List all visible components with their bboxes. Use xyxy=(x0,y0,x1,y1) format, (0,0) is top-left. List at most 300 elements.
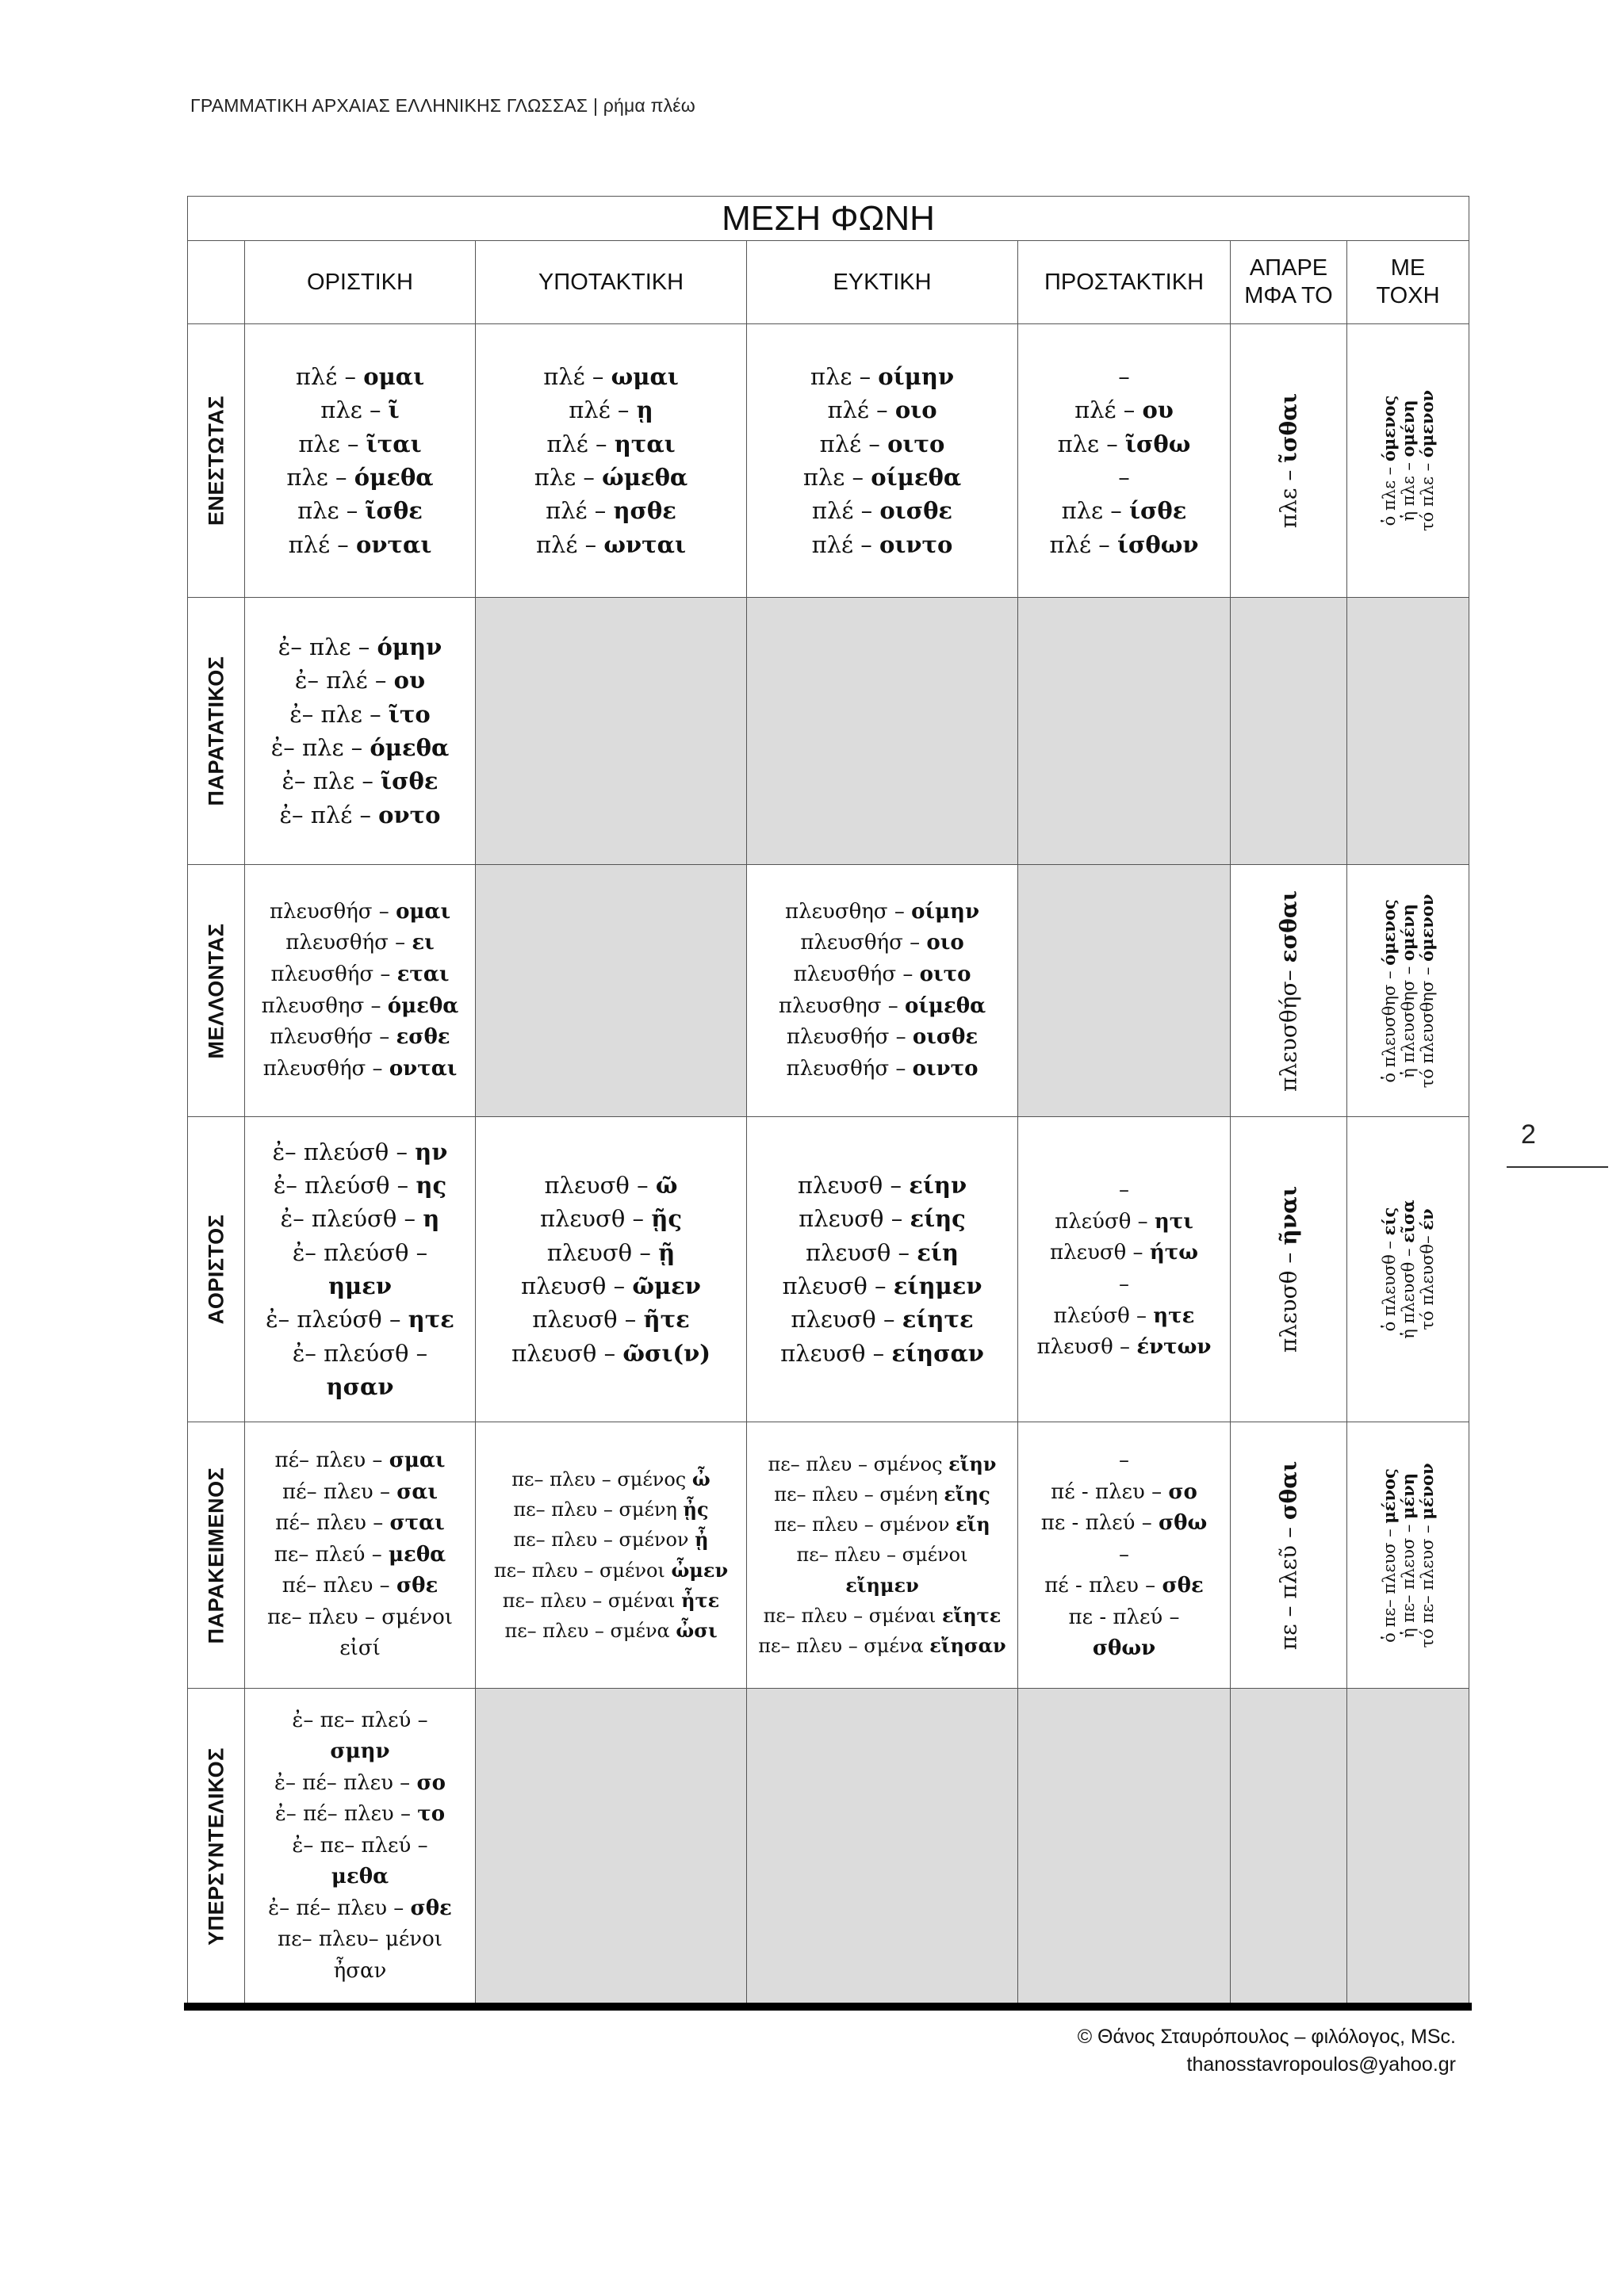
verb-form xyxy=(476,1269,746,1303)
form-ending: σθε xyxy=(1162,1574,1204,1598)
form-stem: πλευσθ – xyxy=(539,1205,652,1233)
form-stem: πλευσθ – xyxy=(780,1339,892,1367)
form-stem: πε– πλευ – σμένη xyxy=(774,1483,944,1506)
mood-header-euktiki: ΕΥΚΤΙΚΗ xyxy=(747,241,1018,324)
form-ending: εἴη xyxy=(956,1513,990,1536)
verb-form xyxy=(747,1479,1017,1510)
author-email: thanosstavropoulos@yahoo.gr xyxy=(1186,2053,1456,2076)
tense-label: ΠΑΡΑΚΕΙΜΕΝΟΣ xyxy=(204,1467,228,1644)
empty-cell xyxy=(476,865,747,1117)
form-stem: πε – πλεῦ – xyxy=(1275,1519,1302,1650)
form-ending: σται xyxy=(389,1511,445,1536)
form-stem: πε– πλευ – σμέναι xyxy=(763,1604,942,1627)
form-stem: πλέ – xyxy=(811,530,880,558)
verb-form xyxy=(476,1303,746,1336)
tense-cell-paratatikos xyxy=(188,598,245,865)
voice-title: ΜΕΣΗ ΦΩΝΗ xyxy=(188,197,1469,241)
metoxi-cell xyxy=(1347,865,1469,1117)
verb-form xyxy=(1018,360,1230,393)
verb-form xyxy=(1018,461,1230,494)
form-ending: το xyxy=(417,1802,446,1827)
aparemfato-form xyxy=(1276,1186,1302,1353)
form-ending: εται xyxy=(396,962,450,986)
form-stem: ὁ πε– πλευσ – xyxy=(1379,1523,1399,1643)
form-ending: όμην xyxy=(377,633,442,661)
verb-form xyxy=(476,1586,746,1616)
form-stem: ἐ– πλεύσθ – xyxy=(266,1306,408,1334)
form-ending: ὦσι xyxy=(676,1618,718,1642)
form-stem: πλευσθ – xyxy=(797,1172,910,1200)
form-ending: ῖ xyxy=(388,396,400,424)
verb-form xyxy=(245,1054,475,1085)
form-stem: – xyxy=(1119,1448,1129,1473)
form-ending: οιντο xyxy=(912,1056,979,1081)
form-ending: όμενον xyxy=(1416,389,1437,458)
aparemfato-cell xyxy=(1231,865,1347,1117)
form-ending: οιτο xyxy=(919,962,971,986)
form-stem: πε– πλεύ – xyxy=(274,1542,389,1567)
form-ending: έν xyxy=(1416,1208,1437,1230)
form-stem: πλευσθ – xyxy=(521,1272,633,1299)
form-stem: πλευσθ – xyxy=(544,1172,656,1200)
form-stem: πλευσθ – xyxy=(1050,1241,1150,1265)
form-ending: οιο xyxy=(926,931,964,955)
form-stem: ἐ– πλε – xyxy=(278,633,377,661)
verb-form xyxy=(1018,1175,1230,1207)
empty-cell xyxy=(476,1689,747,2004)
empty-cell xyxy=(1231,598,1347,865)
form-stem: πλευσθήσ – xyxy=(786,1056,913,1081)
form-ending: όμεθα xyxy=(354,464,434,491)
verb-form xyxy=(747,1269,1017,1303)
form-stem: τό πε– πλευσ – xyxy=(1417,1519,1437,1648)
form-ending: εσθε xyxy=(396,1025,450,1050)
form-stem: ἡ πλε – xyxy=(1398,457,1418,522)
form-ending: σθω xyxy=(1158,1511,1208,1536)
footer-credits xyxy=(1078,2023,1456,2079)
form-ending: εἴης xyxy=(944,1483,990,1506)
form-ending: σαι xyxy=(396,1479,438,1504)
forms-cell xyxy=(476,324,747,598)
form-ending: ήτω xyxy=(1149,1241,1198,1265)
form-stem: πε– πλευ – σμένος xyxy=(768,1452,949,1475)
forms-cell xyxy=(476,1117,747,1422)
forms-cell xyxy=(245,324,476,598)
form-ending: σθε xyxy=(396,1574,439,1598)
metoxi-cell xyxy=(1347,324,1469,598)
form-stem: πλε – xyxy=(1057,430,1126,457)
verb-form xyxy=(747,393,1017,427)
verb-form xyxy=(747,494,1017,527)
verb-form xyxy=(1018,1207,1230,1238)
metoxi-forms xyxy=(1379,1463,1436,1647)
form-stem: πέ - πλευ – xyxy=(1044,1574,1162,1598)
form-ending: οίμεθα xyxy=(871,464,962,491)
form-stem: – xyxy=(1119,1542,1129,1567)
form-ending: είης xyxy=(910,1205,966,1233)
form-ending: ὦμεν xyxy=(671,1558,729,1582)
tense-row-aoristos xyxy=(188,1117,1469,1422)
form-stem: πλέ – xyxy=(827,396,895,424)
form-ending: είς xyxy=(1378,1207,1399,1236)
form-stem: πλευσθ – xyxy=(546,1238,659,1266)
form-ending: ίσθων xyxy=(1116,530,1199,558)
document-header-title: ΓΡΑΜΜΑΤΙΚΗ ΑΡΧΑΙΑΣ ΕΛΛΗΝΙΚΗΣ ΓΛΩΣΣΑΣ | ρήμα πλέω xyxy=(190,95,695,116)
verb-form xyxy=(1018,1633,1230,1665)
form-stem: ἐ– πλεύσθ – xyxy=(280,1205,423,1233)
forms-cell xyxy=(747,865,1018,1117)
verb-form xyxy=(1018,1508,1230,1540)
form-stem: πλέ – xyxy=(543,363,611,391)
form-stem: πε– πλευ– μένοι xyxy=(278,1927,442,1952)
form-stem: πλευσθήσ – xyxy=(269,899,396,924)
tense-cell-aoristos xyxy=(188,1117,245,1422)
form-ending: εἴητε xyxy=(941,1603,1002,1627)
form-stem: πλευσθ – xyxy=(532,1306,644,1334)
form-ending: οιτο xyxy=(887,430,945,457)
form-stem: ἐ– πέ– πλευ – xyxy=(274,1770,417,1795)
form-ending: ῇ xyxy=(658,1238,676,1266)
form-stem: πε– πλευ – σμένη xyxy=(513,1498,684,1521)
empty-cell xyxy=(1018,598,1231,865)
form-ending: όμεθα xyxy=(370,734,450,761)
verb-form xyxy=(245,1135,475,1169)
aparemfato-cell xyxy=(1231,324,1347,598)
form-stem: πε– πλευ – σμένος xyxy=(511,1468,692,1490)
page-number-rule xyxy=(1507,1166,1608,1168)
form-ending: μεθα xyxy=(331,1865,389,1889)
form-ending: σμαι xyxy=(389,1448,446,1473)
forms-cell xyxy=(476,1422,747,1689)
verb-form xyxy=(747,461,1017,494)
form-ending: ῖσθε xyxy=(365,497,423,525)
empty-cell xyxy=(1347,598,1469,865)
verb-form xyxy=(245,1236,475,1269)
verb-form xyxy=(476,1464,746,1494)
verb-form xyxy=(1418,894,1437,1088)
form-stem: πε– πλευ – σμένον xyxy=(774,1513,956,1536)
form-ending: ησαν xyxy=(326,1372,394,1400)
form-ending: εἴησαν xyxy=(929,1633,1006,1657)
verb-form xyxy=(245,528,475,561)
verb-form xyxy=(245,1445,475,1477)
tense-row-enestotas xyxy=(188,324,1469,598)
verb-form xyxy=(476,1202,746,1235)
form-stem: πλευσθ – xyxy=(805,1238,917,1266)
forms-cell xyxy=(245,1689,476,2004)
form-stem: πλευσθησ – xyxy=(784,899,912,924)
form-stem: πλε – xyxy=(534,464,603,491)
form-ending: ῖσθω xyxy=(1125,430,1191,457)
form-ending: σο xyxy=(1168,1479,1197,1504)
verb-form xyxy=(245,1831,475,1862)
footer-rule xyxy=(184,2003,1472,2011)
verb-form xyxy=(476,461,746,494)
form-ending: σθων xyxy=(1092,1636,1156,1661)
form-stem: πλέ – xyxy=(1049,530,1117,558)
form-stem: πλευσθήσ– xyxy=(1275,962,1302,1092)
tense-row-ypersyntelikos xyxy=(188,1689,1469,2004)
aparemfato-form xyxy=(1276,890,1302,1092)
tense-label: ΑΟΡΙΣΤΟΣ xyxy=(204,1214,228,1325)
verb-form xyxy=(747,897,1017,928)
form-stem: πέ - πλευ – xyxy=(1051,1479,1169,1504)
form-stem: πλε – xyxy=(286,464,354,491)
form-stem: πλέ – xyxy=(811,497,880,525)
form-ending: ᾖ xyxy=(695,1528,709,1552)
form-stem: τό πλε – xyxy=(1417,457,1437,532)
form-stem: πλέ – xyxy=(569,396,637,424)
form-stem: ἐ– πλε – xyxy=(282,767,381,795)
form-stem: πλε – xyxy=(1061,497,1129,525)
form-stem: πε– πλευ – σμέναι xyxy=(502,1589,682,1612)
form-stem: πε– πλευ – σμένοι xyxy=(796,1544,968,1567)
form-stem: πε– πλευ – σμένα xyxy=(504,1619,676,1642)
form-stem: πλευσθήσ – xyxy=(262,1056,389,1081)
form-stem: εἰσί xyxy=(339,1636,381,1661)
form-ending: ου xyxy=(1142,396,1174,424)
form-ending: ομένη xyxy=(1397,903,1418,961)
forms-cell xyxy=(1018,1422,1231,1689)
form-stem: πλέ – xyxy=(819,430,888,457)
verb-form xyxy=(476,1169,746,1202)
verb-form xyxy=(1018,1602,1230,1634)
form-ending: ομένη xyxy=(1397,400,1418,457)
aparemfato-form xyxy=(1276,393,1302,528)
verb-form xyxy=(245,1022,475,1054)
form-ending: ῶμεν xyxy=(632,1272,701,1299)
verb-form xyxy=(747,1054,1017,1085)
verb-form xyxy=(245,1477,475,1509)
verb-form xyxy=(747,1337,1017,1370)
verb-form xyxy=(476,427,746,461)
form-ending: ῆτε xyxy=(643,1306,690,1334)
verb-form xyxy=(476,494,746,527)
form-ending: η xyxy=(423,1205,440,1233)
form-ending: σμην xyxy=(330,1739,390,1764)
forms-cell xyxy=(245,1422,476,1689)
form-ending: ῃ xyxy=(636,396,653,424)
empty-cell xyxy=(1347,1689,1469,2004)
form-stem: πλέ – xyxy=(546,497,614,525)
tense-row-mellontas xyxy=(188,865,1469,1117)
metoxi-cell xyxy=(1347,1117,1469,1422)
tense-row-paratatikos xyxy=(188,598,1469,865)
form-ending: ονται xyxy=(389,1056,458,1081)
form-stem: πέ– πλευ – xyxy=(275,1511,390,1536)
verb-form xyxy=(245,393,475,427)
verb-form xyxy=(245,427,475,461)
form-stem: πλευσθησ – xyxy=(778,993,905,1018)
verb-form xyxy=(245,664,475,697)
form-ending: ὦ xyxy=(691,1467,710,1490)
form-stem: πέ– πλευ – xyxy=(282,1574,396,1598)
form-ending: οίμεθα xyxy=(905,993,986,1018)
mood-header-metoxi: ΜΕ ΤΟΧΗ xyxy=(1347,241,1469,324)
form-stem: ἐ– πλεύσθ – xyxy=(292,1339,428,1367)
verb-form xyxy=(747,1022,1017,1054)
form-ending: ῇς xyxy=(651,1205,683,1233)
form-stem: πε - πλεύ – xyxy=(1040,1511,1159,1536)
verb-form xyxy=(245,959,475,991)
verb-form xyxy=(245,1956,475,1988)
empty-cell xyxy=(1231,1689,1347,2004)
form-ending: ῖσθαι xyxy=(1275,392,1302,463)
verb-form xyxy=(747,360,1017,393)
mood-header-ypotaktiki: ΥΠΟΤΑΚΤΙΚΗ xyxy=(476,241,747,324)
form-ending: μένη xyxy=(1397,1472,1418,1519)
verb-form xyxy=(245,1202,475,1235)
verb-form xyxy=(747,1303,1017,1336)
form-stem: ὁ πλε – xyxy=(1379,461,1399,526)
verb-form xyxy=(1398,1463,1417,1647)
tense-cell-ypersyntelikos xyxy=(188,1689,245,2004)
form-ending: οιο xyxy=(894,396,937,424)
verb-form xyxy=(1018,1238,1230,1269)
verb-form xyxy=(1398,894,1417,1088)
form-ending: εσθαι xyxy=(1275,890,1302,962)
verb-form xyxy=(245,1893,475,1925)
form-ending: ην xyxy=(415,1138,448,1165)
verb-form xyxy=(245,1862,475,1893)
form-ending: όμενον xyxy=(1416,894,1437,962)
form-ending: εἴην xyxy=(948,1452,997,1475)
form-ending: ᾖς xyxy=(683,1498,709,1521)
verb-form xyxy=(747,1571,1017,1601)
metoxi-forms xyxy=(1379,390,1436,531)
verb-form xyxy=(245,991,475,1023)
verb-form xyxy=(1018,1301,1230,1333)
verb-form xyxy=(1018,393,1230,427)
form-ending: μένος xyxy=(1378,1468,1399,1524)
form-ending: ῆναι xyxy=(1275,1185,1302,1246)
verb-form xyxy=(245,630,475,664)
form-stem: ἐ– πλε – xyxy=(270,734,370,761)
verb-form xyxy=(1418,1463,1437,1647)
forms-cell xyxy=(245,1117,476,1422)
form-ending: ητε xyxy=(1153,1303,1195,1328)
form-ending: ίσθε xyxy=(1129,497,1187,525)
verb-form xyxy=(747,1236,1017,1269)
forms-cell xyxy=(747,1422,1018,1689)
form-ending: ηται xyxy=(614,430,676,457)
form-ending: ωνται xyxy=(603,530,686,558)
form-stem: ἐ– πλεύσθ – xyxy=(272,1138,416,1165)
form-ending: όμεθα xyxy=(387,993,459,1018)
form-stem: πλευσθησ – xyxy=(261,993,388,1018)
verb-form xyxy=(245,494,475,527)
verb-form xyxy=(245,928,475,959)
verb-form xyxy=(1018,1269,1230,1301)
form-ending: ωμαι xyxy=(611,363,679,391)
form-stem: πε– πλευ – σμένον xyxy=(513,1529,695,1552)
verb-form xyxy=(1018,1571,1230,1602)
form-stem: πε– πλευ – σμένοι xyxy=(267,1605,453,1629)
verb-form xyxy=(245,1303,475,1336)
form-stem: ἐ– πλεύσθ – xyxy=(292,1238,428,1266)
verb-form xyxy=(747,1631,1017,1661)
verb-form xyxy=(1418,390,1437,531)
verb-form xyxy=(245,1370,475,1403)
form-ending: είην xyxy=(909,1172,967,1200)
verb-form xyxy=(245,1540,475,1571)
copyright-text: © Θάνος Σταυρόπουλος – φιλόλογος, MSc. xyxy=(1077,2026,1456,2048)
form-stem: τό πλευσθ– xyxy=(1417,1230,1437,1330)
form-ending: εἴημεν xyxy=(845,1573,919,1597)
form-ending: οντο xyxy=(378,801,441,828)
form-ending: ῶσι(ν) xyxy=(622,1339,710,1367)
form-ending: ης xyxy=(416,1172,447,1200)
metoxi-cell xyxy=(1347,1422,1469,1689)
form-stem: ἦσαν xyxy=(333,1958,387,1983)
form-ending: οισθε xyxy=(879,497,953,525)
tense-label: ΕΝΕΣΤΩΤΑΣ xyxy=(204,395,228,526)
verb-form xyxy=(476,528,746,561)
verb-form xyxy=(1018,1477,1230,1509)
form-stem: πλε – xyxy=(298,430,366,457)
verb-form xyxy=(476,393,746,427)
form-ending: είη xyxy=(917,1238,959,1266)
form-ending: όμενος xyxy=(1378,395,1399,462)
form-stem: πέ– πλευ – xyxy=(282,1479,397,1504)
form-stem: ἡ πε– πλευσ – xyxy=(1398,1518,1418,1638)
form-ending: έντων xyxy=(1136,1335,1212,1360)
form-ending: ῖται xyxy=(366,430,422,457)
form-stem: πλε – xyxy=(320,396,389,424)
form-ending: είησαν xyxy=(891,1339,984,1367)
form-stem: ἐ– πε– πλεύ – xyxy=(292,1833,428,1858)
form-stem: πλευσθ – xyxy=(799,1205,910,1233)
form-stem: πλευσθήσ – xyxy=(270,1025,396,1050)
form-stem: ἐ– πλεύσθ – xyxy=(273,1172,416,1200)
verb-form xyxy=(245,1705,475,1737)
form-ending: οίμην xyxy=(911,899,979,924)
form-ending: οίμην xyxy=(878,363,955,391)
verb-form xyxy=(747,959,1017,991)
verb-form xyxy=(747,1202,1017,1235)
form-stem: – xyxy=(1118,464,1130,491)
tense-label: ΠΑΡΑΤΑΤΙΚΟΣ xyxy=(204,656,228,806)
form-stem: ἐ– πλε – xyxy=(289,700,389,728)
verb-form xyxy=(245,1602,475,1634)
verb-form xyxy=(245,1799,475,1831)
form-stem: πλέ – xyxy=(546,430,615,457)
verb-form xyxy=(747,1510,1017,1540)
verb-form xyxy=(1018,528,1230,561)
form-stem: πλευσθήσ – xyxy=(285,931,412,955)
forms-cell xyxy=(1018,324,1231,598)
verb-form xyxy=(476,1556,746,1586)
mood-header-prostaktiki: ΠΡΟΣΤΑΚΤΙΚΗ xyxy=(1018,241,1231,324)
verb-form xyxy=(245,1337,475,1370)
form-ending: ῶ xyxy=(655,1172,678,1200)
verb-form xyxy=(245,1768,475,1800)
form-stem: τό πλευσθησ – xyxy=(1417,961,1437,1088)
form-stem: πλεύσθ – xyxy=(1055,1209,1155,1234)
verb-form xyxy=(476,1236,746,1269)
forms-cell xyxy=(1018,1117,1231,1422)
infinitive-form xyxy=(1276,1460,1302,1650)
mood-header-aparemfato: ΑΠΑΡΕ ΜΦΑ ΤΟ xyxy=(1231,241,1347,324)
forms-cell xyxy=(245,865,476,1117)
form-ending: ομαι xyxy=(363,363,425,391)
infinitive-form xyxy=(1276,393,1302,528)
verb-form xyxy=(245,461,475,494)
form-stem: πε– πλευ – σμένα xyxy=(758,1634,930,1657)
verb-form xyxy=(245,798,475,832)
form-ending: ου xyxy=(393,667,426,695)
form-stem: ὁ πλευσθ – xyxy=(1379,1235,1399,1332)
